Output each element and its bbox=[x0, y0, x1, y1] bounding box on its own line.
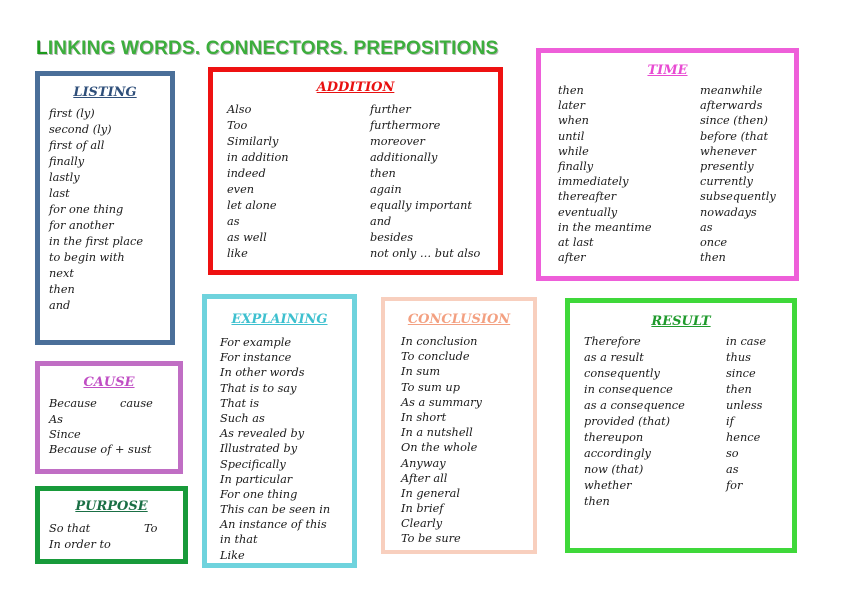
list-item: again bbox=[370, 183, 402, 196]
purpose-heading: PURPOSE bbox=[75, 499, 148, 514]
list-item: In short bbox=[401, 410, 447, 424]
list-item: in consequence bbox=[584, 383, 673, 396]
list-item: then bbox=[726, 383, 752, 396]
list-item: last bbox=[49, 187, 70, 200]
list-item: so bbox=[726, 447, 739, 460]
list-item: as well bbox=[227, 231, 267, 244]
list-item: As revealed by bbox=[220, 427, 305, 441]
list-item: as a result bbox=[584, 351, 644, 364]
list-item: then bbox=[49, 283, 75, 296]
list-item: then bbox=[700, 251, 726, 265]
list-item: As bbox=[49, 413, 63, 426]
list-item: Illustrated by bbox=[220, 442, 298, 456]
list-item: let alone bbox=[227, 199, 277, 212]
list-item: currently bbox=[700, 175, 753, 189]
list-item: presently bbox=[700, 159, 754, 173]
conclusion-heading: CONCLUSION bbox=[407, 312, 511, 327]
list-item: next bbox=[49, 267, 74, 280]
list-item: afterwards bbox=[700, 99, 763, 113]
list-item: unless bbox=[726, 399, 763, 412]
list-item: furthermore bbox=[370, 119, 441, 132]
list-item: An instance of this bbox=[220, 518, 327, 532]
conclusion-box bbox=[381, 297, 537, 554]
list-item: accordingly bbox=[584, 447, 651, 460]
list-item: In conclusion bbox=[401, 335, 478, 348]
list-item: additionally bbox=[370, 151, 438, 164]
list-item: Since bbox=[49, 428, 81, 442]
list-item: later bbox=[558, 99, 585, 113]
list-item: immediately bbox=[558, 175, 629, 189]
list-item: second (ly) bbox=[49, 123, 112, 136]
purpose-row-2: In order to bbox=[49, 538, 111, 551]
list-item: On the whole bbox=[401, 441, 478, 455]
listing-list bbox=[49, 106, 143, 314]
list-item: as bbox=[227, 215, 240, 228]
addition-col-1 bbox=[227, 102, 289, 262]
list-item: This can be seen in bbox=[220, 503, 331, 517]
list-item: Such as bbox=[220, 411, 265, 425]
list-item: Too bbox=[227, 119, 248, 132]
page-title bbox=[36, 38, 498, 60]
list-item: in that bbox=[220, 533, 258, 547]
time-box bbox=[536, 48, 799, 281]
list-item: lastly bbox=[49, 171, 80, 184]
result-col-2 bbox=[726, 334, 766, 494]
list-item: since (then) bbox=[700, 114, 768, 128]
list-item: In a nutshell bbox=[401, 426, 473, 440]
cause-row-1-right: cause bbox=[120, 397, 153, 410]
explaining-box bbox=[202, 294, 357, 568]
list-item: finally bbox=[49, 155, 85, 168]
list-item: once bbox=[700, 235, 728, 249]
list-item: for another bbox=[49, 219, 114, 232]
list-item: For instance bbox=[220, 351, 292, 365]
list-item: in case bbox=[726, 335, 767, 348]
list-item: For example bbox=[220, 336, 292, 349]
list-item: To conclude bbox=[401, 350, 470, 364]
list-item: Specifically bbox=[220, 457, 286, 471]
list-item: thereafter bbox=[558, 190, 617, 204]
list-item: In other words bbox=[220, 366, 305, 380]
list-item: To be sure bbox=[401, 532, 461, 546]
list-item: further bbox=[370, 103, 411, 116]
cause-row-1-left: Because bbox=[49, 397, 97, 410]
time-col-1 bbox=[558, 83, 652, 265]
list-item: before (that bbox=[700, 129, 769, 143]
listing-heading: LISTING bbox=[73, 85, 137, 100]
list-item: thereupon bbox=[584, 431, 644, 444]
list-item: since bbox=[726, 367, 756, 380]
addition-heading: ADDITION bbox=[316, 80, 395, 95]
conclusion-list bbox=[401, 334, 482, 547]
list-item: Similarly bbox=[227, 135, 279, 148]
purpose-box bbox=[35, 486, 188, 564]
list-item: finally bbox=[558, 159, 594, 173]
list-item: in addition bbox=[227, 151, 289, 164]
list-item: in the first place bbox=[49, 235, 144, 248]
listing-box bbox=[35, 71, 175, 345]
result-box bbox=[565, 298, 797, 553]
list-item: until bbox=[558, 129, 585, 143]
list-item: besides bbox=[370, 231, 414, 244]
list-item: Clearly bbox=[401, 517, 443, 531]
list-item: In general bbox=[401, 486, 460, 500]
list-item: eventually bbox=[558, 205, 618, 219]
list-item: Therefore bbox=[584, 335, 641, 348]
list-item: for one thing bbox=[49, 203, 124, 216]
time-col-2 bbox=[700, 83, 776, 265]
purpose-row-1-left: So that bbox=[49, 522, 91, 535]
list-item: consequently bbox=[584, 367, 660, 380]
list-item: then bbox=[584, 495, 610, 508]
list-item: moreover bbox=[370, 135, 425, 148]
purpose-row-1-right: To bbox=[144, 522, 158, 535]
list-item: as bbox=[700, 220, 713, 234]
list-item: like bbox=[227, 247, 248, 260]
list-item: Because of + sust bbox=[49, 443, 152, 457]
title-text: INKING WORDS. CONNECTORS. PREPOSITIONS bbox=[47, 38, 499, 59]
list-item: now (that) bbox=[584, 463, 644, 476]
list-item: After all bbox=[401, 471, 448, 485]
list-item: if bbox=[726, 415, 734, 428]
list-item: whenever bbox=[700, 144, 757, 158]
list-item: in the meantime bbox=[558, 220, 652, 234]
list-item: for bbox=[726, 479, 743, 492]
list-item: That is bbox=[220, 396, 260, 410]
list-item: indeed bbox=[227, 167, 266, 180]
list-item: Like bbox=[220, 548, 245, 562]
list-item: not only … but also bbox=[370, 247, 481, 260]
list-item: even bbox=[227, 183, 255, 196]
list-item: to begin with bbox=[49, 251, 125, 264]
cause-box bbox=[35, 361, 183, 474]
addition-box bbox=[208, 67, 503, 275]
list-item: Also bbox=[227, 103, 252, 116]
list-item: As a summary bbox=[401, 395, 482, 409]
list-item: as a consequence bbox=[584, 399, 685, 412]
list-item: equally important bbox=[370, 199, 472, 212]
list-item: then bbox=[370, 167, 396, 180]
title-initial: L bbox=[36, 38, 48, 59]
list-item: Anyway bbox=[401, 456, 446, 470]
list-item: For one thing bbox=[220, 487, 298, 501]
list-item: then bbox=[558, 84, 584, 97]
cause-heading: CAUSE bbox=[83, 375, 135, 390]
result-heading: RESULT bbox=[651, 314, 711, 329]
list-item: and bbox=[370, 215, 392, 228]
list-item: To sum up bbox=[401, 380, 460, 394]
list-item: when bbox=[558, 114, 589, 128]
explaining-heading: EXPLAINING bbox=[231, 312, 328, 327]
explaining-list bbox=[220, 335, 330, 563]
time-heading: TIME bbox=[647, 63, 688, 78]
list-item: whether bbox=[584, 479, 632, 492]
list-item: and bbox=[49, 299, 71, 312]
list-item: at last bbox=[558, 235, 594, 249]
list-item: thus bbox=[726, 351, 751, 364]
result-col-1 bbox=[584, 334, 685, 510]
list-item: first of all bbox=[49, 139, 105, 152]
list-item: hence bbox=[726, 431, 761, 444]
list-item: while bbox=[558, 144, 589, 158]
cause-list bbox=[49, 412, 151, 458]
list-item: provided (that) bbox=[584, 415, 671, 428]
list-item: subsequently bbox=[700, 190, 776, 204]
list-item: In sum bbox=[401, 365, 441, 379]
list-item: after bbox=[558, 251, 586, 265]
addition-col-2 bbox=[370, 102, 480, 262]
list-item: In brief bbox=[401, 502, 444, 516]
list-item: first (ly) bbox=[49, 107, 95, 120]
list-item: That is to say bbox=[220, 381, 297, 395]
list-item: meanwhile bbox=[700, 84, 763, 97]
list-item: In particular bbox=[220, 472, 293, 486]
list-item: as bbox=[726, 463, 739, 476]
list-item: nowadays bbox=[700, 205, 757, 219]
